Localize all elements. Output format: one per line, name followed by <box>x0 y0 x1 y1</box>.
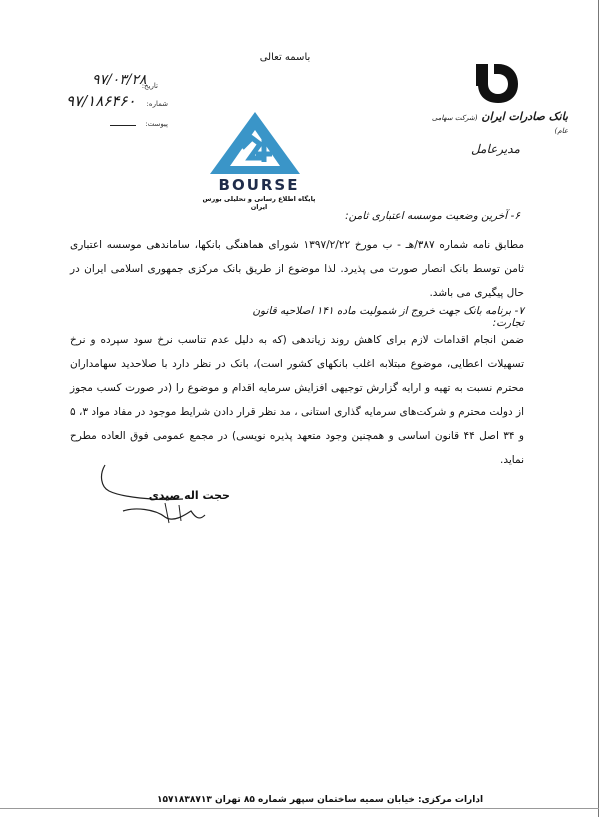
bank-name <box>418 110 568 136</box>
bank-name-text: بانک صادرات ایران <box>481 110 568 123</box>
position-title: مدیرعامل <box>470 142 520 156</box>
attachment-label: پیوست: <box>145 120 168 128</box>
page-edge <box>598 0 599 817</box>
page-edge <box>0 808 599 809</box>
bourse-brand: BOURSE <box>218 176 300 194</box>
date-value: ۹۷/۰۳/۲۸ <box>92 72 147 88</box>
attachment-line <box>110 125 136 126</box>
number-value: ۹۷/۱۸۶۴۶۰ <box>66 92 136 110</box>
bank-suffix: (شرکت سهامی عام) <box>431 114 568 135</box>
section-7-body: ضمن انجام اقدامات لازم برای کاهش روند زیاندهی (که به دلیل عدم تناسب نرخ سود سپرده و نرخ تسهیلات اعطایی، موضوع مبتلابه اغلب بانکهای کشور است)، بانک در نظر دارد با صلاحدید سهامداران محترم نسبت به تهیه و ارایه گزارش توجیهی افزایش سرمایه اقدام و موضوع را (در صورت کسب مجوز از دولت محترم و شرکت‌های سرمایه گذاری استانی ، مد نظر قرار دادن شرایط موجود در مفاد مواد ۳، ۵ و ۳۴ اصل ۴۴ قانون اساسی و همچنین وجود متعهد پذیره نویسی) در مجمع عمومی فوق العاده مطرح نماید. <box>70 334 525 466</box>
signer-name: حجت اله صیدی <box>148 489 230 502</box>
footer-address: ادارات مرکزی: خیابان سمیه ساختمان سپهر شماره ۸۵ تهران ۱۵۷۱۸۳۸۷۱۳ <box>156 795 484 805</box>
section-6-body: مطابق نامه شماره ۳۸۷/هـ - ب مورخ ۱۳۹۷/۲/۲۲ شورای هماهنگی بانکها، ساماندهی موسسه اعتباری ثامن توسط بانک انصار صورت می پذیرد. لذا موضوع از طریق بانک مرکزی جمهوری اسلامی ایران در حال پیگیری می باشد. <box>70 239 524 299</box>
bourse-tagline: پایگاه اطلاع رسانی و تحلیلی بورس ایران <box>202 195 316 211</box>
bank-logo <box>472 60 520 104</box>
number-label: شماره: <box>146 100 168 108</box>
date-label: تاریخ: <box>141 82 158 90</box>
section-6-heading: ۶- آخرین وضعیت موسسه اعتباری ثامن: <box>345 210 520 222</box>
section-7-heading: ۷- برنامه بانک جهت خروج از شمولیت ماده ۱۴۱ اصلاحیه قانون تجارت: <box>252 305 524 329</box>
basmala-text: باسمه تعالی <box>259 52 311 63</box>
